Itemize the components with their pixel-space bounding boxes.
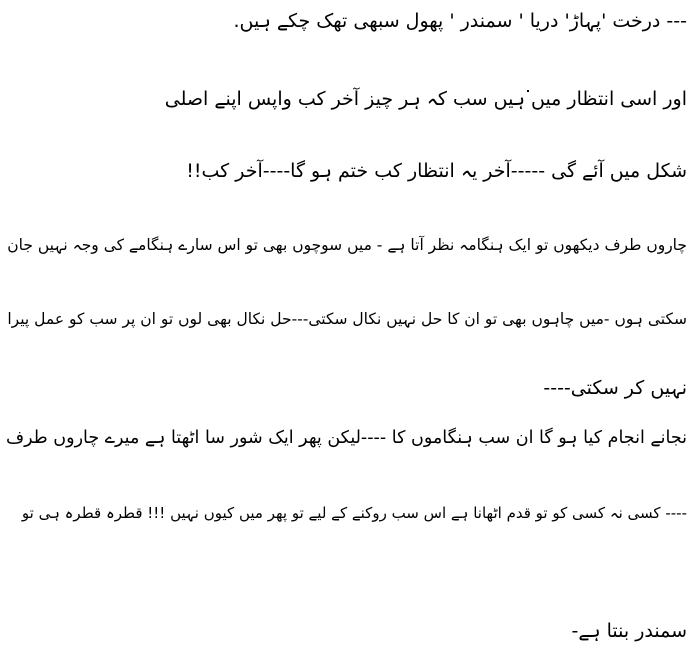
text-line-5: سکتی ہوں -میں چاہوں بھی تو ان کا حل نہیں نکال سکتی---حل نکال بھی لوں تو ان پر سب کو عمل پیرا [7,310,687,328]
text-line-2: اور اسی انتظار میں ہیں سب کہ ہر چیز آخر کب واپس اپنے اصلی [164,88,687,110]
text-line-3: شکل میں آئے گی -----آخر یہ انتظار کب ختم ہو گا----آخر کب!! [186,160,687,182]
text-line-7: نجانے انجام کیا ہو گا ان سب ہنگاموں کا ----لیکن پھر ایک شور سا اٹھتا ہے میرے چاروں طرف [6,428,687,448]
text-line-6: نہیں کر سکتی---- [543,377,687,399]
text-line-9: سمندر بنتا ہے- [571,620,687,642]
text-line-1: --- درخت 'پہاڑ' دریا ' سمندر ' پھول سبھی تھک چکے ہیں. [233,10,687,32]
text-line-8: ---- کسی نہ کسی کو تو قدم اٹھانا ہے اس سب روکنے کے لیے تو پھر میں کیوں نہیں !!! قطرہ قطرہ ہی تو [21,504,687,522]
text-line-4: چاروں طرف دیکھوں تو ایک ہنگامہ نظر آتا ہے - میں سوچوں بھی تو اس سارے ہنگامے کی وجہ نہیں جان [7,236,687,254]
